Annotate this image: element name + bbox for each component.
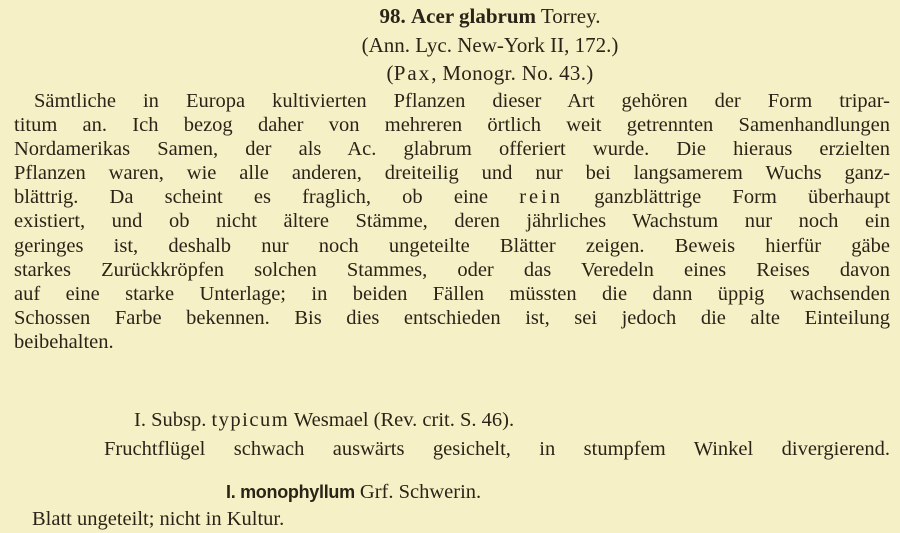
pax-label: Pax <box>393 61 432 85</box>
subspecies-author: Wesmael (Rev. crit. S. 46). <box>293 409 515 431</box>
subspecies-description: Fruchtflügel schwach auswärts gesichelt, in stumpfem Winkel divergierend. <box>104 438 890 460</box>
paragraph-fragment: ganzblättrige Form überhaupt <box>594 186 891 209</box>
paragraph-line: Nordamerikas Samen, der als Ac. glabrum offeriert wurde. Die hieraus erzielten <box>14 138 890 161</box>
emphasized-word: rein <box>519 186 564 209</box>
subspecies-heading <box>134 408 514 432</box>
subspecies-label: I. Subsp. <box>134 409 207 431</box>
variety-name: I. monophyllum <box>226 482 355 502</box>
main-paragraph <box>14 89 890 354</box>
variety-heading <box>226 480 481 504</box>
paragraph-line: Schossen Farbe bekennen. Bis dies entschieden ist, sei jedoch die alte Einteilung <box>14 306 890 329</box>
paragraph-line: Sämtliche in Europa kultivierten Pflanzen dieser Art gehören der Form tripar- <box>34 90 890 112</box>
pax-rest: , Monogr. No. 43.) <box>431 61 594 85</box>
subspecies-name: typicum <box>211 409 290 431</box>
paragraph-line-mixed <box>14 185 890 209</box>
species-number: 98. <box>379 4 406 28</box>
paragraph-line: starkes Zurückkröpfen solchen Stammes, oder das Veredeln eines Reises davon <box>14 258 890 281</box>
paragraph-line: existiert, und ob nicht ältere Stämme, deren jährliches Wachstum nur noch ein <box>14 210 890 233</box>
species-author: Torrey. <box>540 4 601 28</box>
paragraph-line: beibehalten. <box>14 330 114 353</box>
paragraph-line: geringes ist, deshalb nur noch ungeteilte Blätter zeigen. Beweis hierfür gäbe <box>14 234 890 257</box>
paragraph-line: titum an. Ich bezog daher von mehreren örtlich weit getrennten Samenhandlungen <box>14 114 890 137</box>
species-name: Acer glabrum <box>411 4 537 28</box>
paragraph-line: auf eine starke Unterlage; in beiden Fällen müssten die dann üppig wachsenden <box>14 282 890 305</box>
pax-open-paren: ( <box>386 61 394 85</box>
monograph-reference <box>40 61 900 85</box>
paragraph-fragment: blättrig. Da scheint es fraglich, ob eine <box>14 186 488 209</box>
species-heading <box>40 4 900 28</box>
paragraph-line: Pflanzen waren, wie alle anderen, dreiteilig und nur bei langsamerem Wuchs ganz- <box>14 162 890 185</box>
species-reference: (Ann. Lyc. New-York II, 172.) <box>361 33 619 57</box>
variety-author: Grf. Schwerin. <box>359 481 482 503</box>
variety-description: Blatt ungeteilt; nicht in Kultur. <box>32 508 285 530</box>
